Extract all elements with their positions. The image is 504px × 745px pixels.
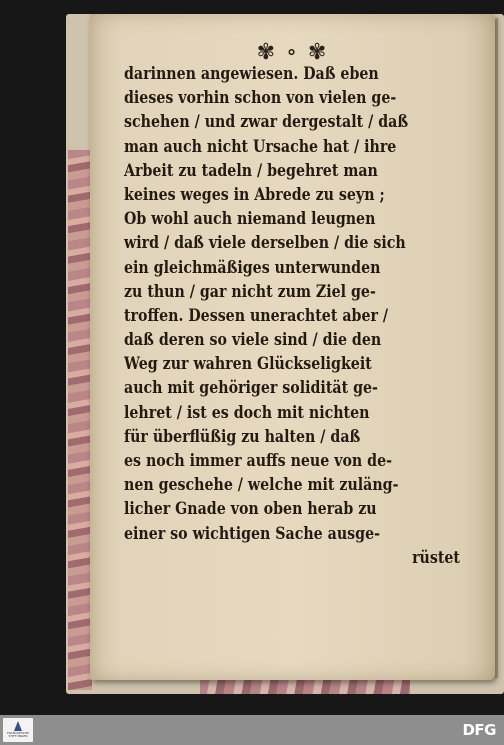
text-line: für überflüßig zu halten / daß [124, 426, 361, 446]
dfg-logo[interactable]: DFG [462, 721, 496, 739]
library-emblem-icon [14, 721, 22, 731]
text-line: Weg zur wahren Glückseligkeit [124, 354, 372, 374]
text-line: es noch immer auffs neue von de- [124, 451, 393, 470]
text-line: lehret / ist es doch mit nichten [124, 402, 370, 422]
text-line: daß deren so viele sind / die den [124, 330, 382, 350]
library-logo-text: FRANCKESCHE STIFTUNGEN [6, 731, 30, 738]
text-line: auch mit gehöriger solidität ge- [124, 378, 378, 398]
text-line: ein gleichmäßiges unterwunden [124, 257, 381, 277]
catchword: rüstet [412, 547, 460, 567]
text-line: schehen / und zwar dergestalt / daß [124, 112, 409, 132]
text-line: einer so wichtigen Sache ausge- [124, 523, 380, 543]
text-line: nen geschehe / welche mit zuläng- [124, 475, 399, 495]
text-line: keines weges in Abrede zu seyn ; [124, 184, 385, 204]
text-line: Ob wohl auch niemand leugnen [124, 209, 376, 229]
page-ornament: ✾ ∘ ✾ [256, 40, 329, 65]
viewer-footer [0, 715, 504, 745]
text-line: licher Gnade von oben herab zu [124, 499, 377, 519]
text-line: dieses vorhin schon von vielen ge- [124, 88, 397, 108]
text-line: zu thun / gar nicht zum Ziel ge- [124, 281, 376, 301]
marbled-cover-edge [68, 150, 92, 690]
page-text [124, 62, 460, 570]
text-line: man auch nicht Ursache hat / ihre [124, 136, 397, 156]
text-line: troffen. Dessen unerachtet aber / [124, 305, 389, 325]
library-logo[interactable] [3, 718, 33, 742]
text-line: wird / daß viele derselben / die sich [124, 233, 406, 253]
text-line: Arbeit zu tadeln / begehret man [124, 160, 378, 180]
text-line: darinnen angewiesen. Daß eben [124, 64, 379, 83]
